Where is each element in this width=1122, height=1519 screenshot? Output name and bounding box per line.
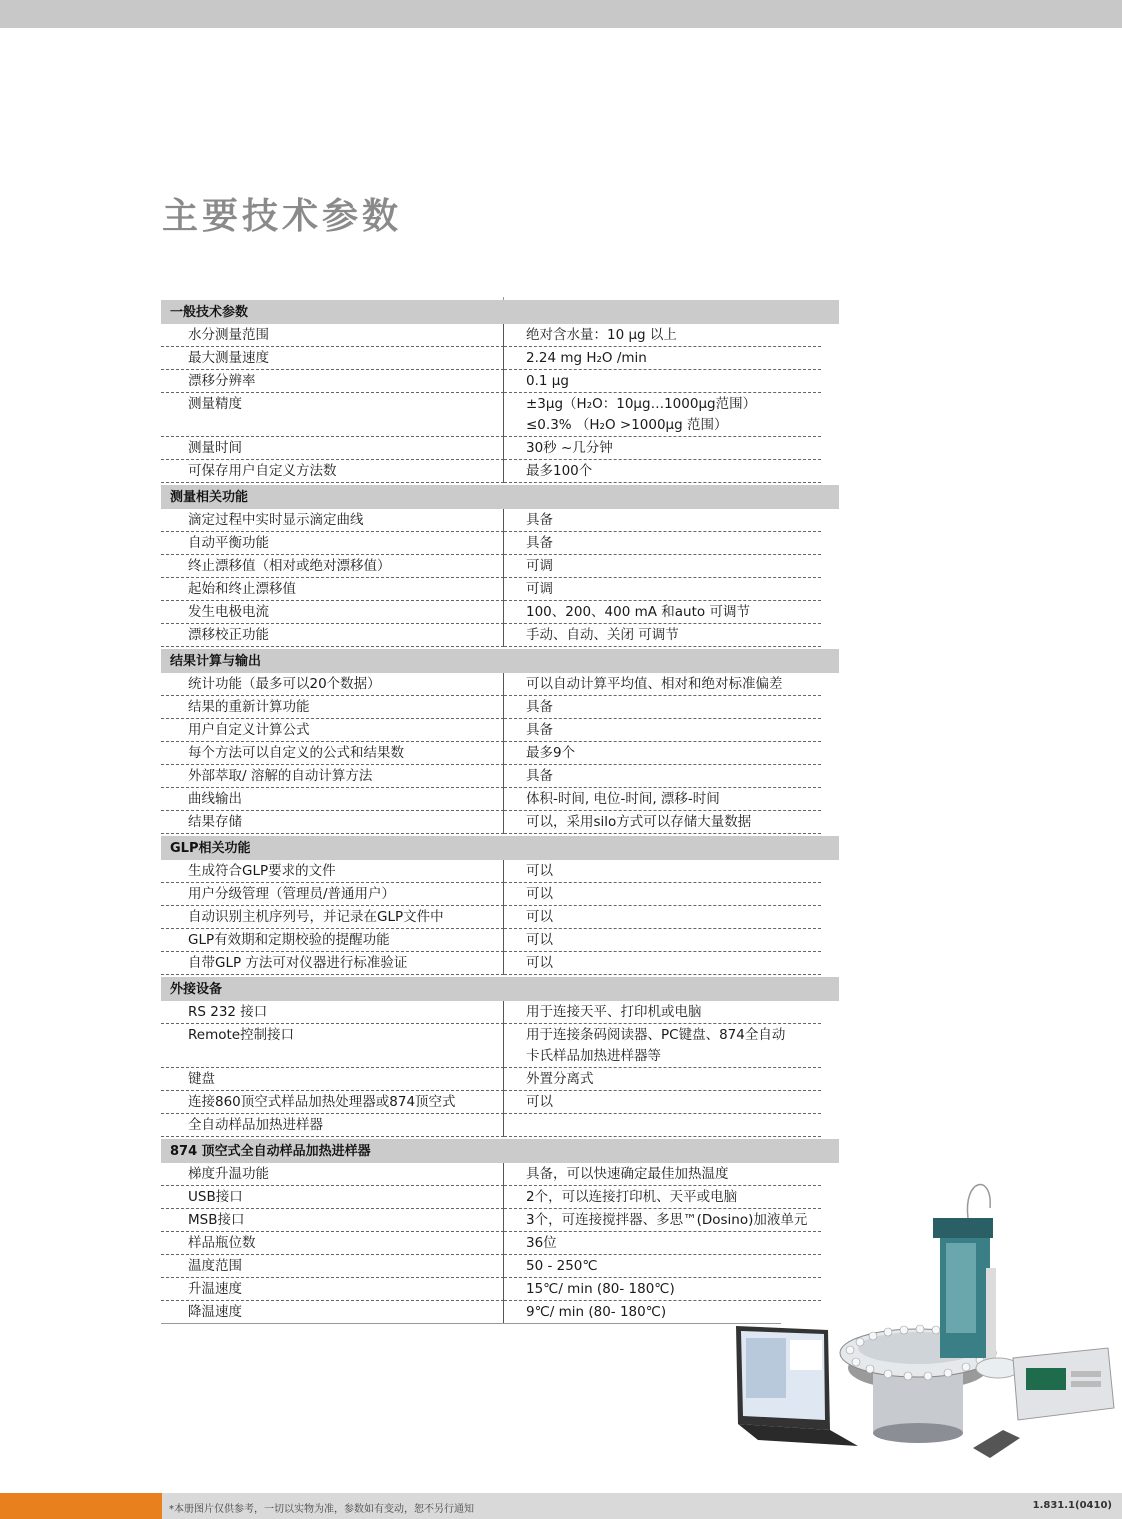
spec-value-line: 30秒 ~几分钟 [526, 440, 613, 456]
spec-row [161, 1091, 839, 1114]
spec-value-line: 3个，可连接搅拌器、多思™(Dosino)加液单元 [526, 1212, 808, 1228]
footer-accent-bar [0, 1493, 162, 1519]
spec-value [504, 1091, 821, 1114]
spec-row [161, 883, 839, 906]
spec-row [161, 719, 839, 742]
spec-value [504, 509, 821, 532]
spec-value-line: 卡氏样品加热进样器等 [526, 1048, 661, 1064]
spec-label: 样品瓶位数 [161, 1232, 504, 1255]
spec-value-line: 用于连接条码阅读器、PC键盘、874全自动 [526, 1027, 786, 1043]
spec-value [504, 578, 821, 601]
spec-value-line: 具备 [526, 535, 553, 551]
spec-value [504, 929, 821, 952]
footer-note: *本册图片仅供参考，一切以实物为准，参数如有变动，恕不另行通知 [169, 1504, 474, 1515]
spec-row [161, 578, 839, 601]
spec-row [161, 742, 839, 765]
spec-row [161, 509, 839, 532]
table-top-tick [503, 297, 504, 300]
spec-value-line: 36位 [526, 1235, 557, 1251]
spec-value [504, 393, 821, 437]
spec-value-line: 2.24 mg H₂O /min [526, 350, 647, 366]
spec-label: 升温速度 [161, 1278, 504, 1301]
spec-value [504, 601, 821, 624]
spec-label: 用户自定义计算公式 [161, 719, 504, 742]
spec-label: 漂移校正功能 [161, 624, 504, 647]
spec-value-line: 2个，可以连接打印机、天平或电脑 [526, 1189, 738, 1205]
spec-label: 生成符合GLP要求的文件 [161, 860, 504, 883]
spec-value-line: 绝对含水量：10 μg 以上 [526, 327, 677, 343]
spec-value [504, 719, 821, 742]
spec-value [504, 370, 821, 393]
spec-label: MSB接口 [161, 1209, 504, 1232]
laptop-icon [736, 1326, 858, 1446]
spec-label: 终止漂移值（相对或绝对漂移值） [161, 555, 504, 578]
spec-value [504, 347, 821, 370]
spec-value-line [526, 1115, 821, 1136]
spec-value-line: 具备 [526, 768, 553, 784]
spec-row [161, 788, 839, 811]
spec-label: 全自动样品加热进样器 [161, 1114, 504, 1137]
spec-label: 结果的重新计算功能 [161, 696, 504, 719]
spec-row [161, 906, 839, 929]
spec-value [504, 811, 821, 834]
spec-value [504, 624, 821, 647]
spec-value [504, 1024, 821, 1068]
table-bottom-rule [161, 1323, 781, 1324]
spec-row [161, 601, 839, 624]
spec-row [161, 1001, 839, 1024]
spec-row [161, 437, 839, 460]
spec-value [504, 696, 821, 719]
spec-label: 最大测量速度 [161, 347, 504, 370]
spec-value [504, 555, 821, 578]
spec-label: 自动平衡功能 [161, 532, 504, 555]
spec-label: USB接口 [161, 1186, 504, 1209]
spec-value-line: 具备 [526, 512, 553, 528]
spec-value-line: 9℃/ min (80- 180℃) [526, 1304, 667, 1320]
section-header: 测量相关功能 [161, 485, 839, 509]
spec-row [161, 952, 839, 975]
spec-value [504, 673, 821, 696]
spec-value-line: 最多9个 [526, 745, 576, 761]
spec-label: 可保存用户自定义方法数 [161, 460, 504, 483]
spec-value-line: 100、200、400 mA 和auto 可调节 [526, 604, 750, 620]
spec-row [161, 532, 839, 555]
spec-label: 结果存储 [161, 811, 504, 834]
spec-label: 水分测量范围 [161, 324, 504, 347]
spec-label: 起始和终止漂移值 [161, 578, 504, 601]
spec-value-line: ≤0.3% （H₂O >1000μg 范围） [526, 417, 728, 433]
spec-label: 键盘 [161, 1068, 504, 1091]
section-header: 结果计算与输出 [161, 649, 839, 673]
spec-value [504, 742, 821, 765]
spec-row [161, 860, 839, 883]
spec-value-line: 可以 [526, 863, 553, 879]
spec-label: 曲线输出 [161, 788, 504, 811]
spec-value-line: 可以自动计算平均值、相对和绝对标准偏差 [526, 676, 783, 692]
spec-label: 梯度升温功能 [161, 1163, 504, 1186]
spec-label: 滴定过程中实时显示滴定曲线 [161, 509, 504, 532]
spec-label: 连接860顶空式样品加热处理器或874顶空式 [161, 1091, 504, 1114]
keypad-icon [973, 1430, 1020, 1458]
spec-row [161, 393, 839, 437]
spec-value-line: ±3μg（H₂O：10μg…1000μg范围） [526, 396, 757, 412]
spec-value-line: 外置分离式 [526, 1071, 594, 1087]
spec-value-line: 15℃/ min (80- 180℃) [526, 1281, 675, 1297]
product-photo [728, 1168, 1120, 1468]
spec-value-line: 50 - 250℃ [526, 1258, 598, 1274]
spec-value-line: 可调 [526, 581, 553, 597]
spec-row [161, 929, 839, 952]
spec-label: 自动识别主机序列号，并记录在GLP文件中 [161, 906, 504, 929]
spec-value-line: 可以 [526, 909, 553, 925]
spec-label: Remote控制接口 [161, 1024, 504, 1068]
spec-label: GLP有效期和定期校验的提醒功能 [161, 929, 504, 952]
spec-label: 发生电极电流 [161, 601, 504, 624]
titrator-icon [933, 1185, 1020, 1378]
page-title: 主要技术参数 [162, 196, 403, 237]
spec-label: 每个方法可以自定义的公式和结果数 [161, 742, 504, 765]
spec-value-line: 可以 [526, 955, 553, 971]
spec-row [161, 347, 839, 370]
spec-value-line: 可以 [526, 932, 553, 948]
spec-value [504, 860, 821, 883]
spec-label: 降温速度 [161, 1301, 504, 1323]
spec-value [504, 788, 821, 811]
spec-row [161, 370, 839, 393]
spec-value-line: 具备，可以快速确定最佳加热温度 [526, 1166, 729, 1182]
spec-value-line: 可以，采用silo方式可以存储大量数据 [526, 814, 752, 830]
spec-value-line: 具备 [526, 699, 553, 715]
spec-value [504, 1114, 821, 1137]
spec-label: RS 232 接口 [161, 1001, 504, 1024]
spec-value [504, 952, 821, 975]
spec-row [161, 555, 839, 578]
spec-label: 测量时间 [161, 437, 504, 460]
spec-row [161, 460, 839, 483]
spec-value [504, 324, 821, 347]
spec-value-line: 0.1 μg [526, 373, 569, 389]
control-unit-icon [1013, 1348, 1114, 1420]
section-header: 外接设备 [161, 977, 839, 1001]
spec-value [504, 460, 821, 483]
spec-value-line: 可调 [526, 558, 553, 574]
spec-value [504, 1001, 821, 1024]
footer-code: 1.831.1(0410) [1032, 1500, 1112, 1511]
spec-value-line: 具备 [526, 722, 553, 738]
spec-row [161, 324, 839, 347]
spec-row [161, 1024, 839, 1068]
spec-value-line: 可以 [526, 886, 553, 902]
spec-value [504, 906, 821, 929]
spec-label: 温度范围 [161, 1255, 504, 1278]
spec-row [161, 624, 839, 647]
spec-label: 统计功能（最多可以20个数据） [161, 673, 504, 696]
spec-row [161, 696, 839, 719]
spec-value [504, 883, 821, 906]
spec-row [161, 1114, 839, 1137]
spec-label: 测量精度 [161, 393, 504, 437]
spec-label: 外部萃取/ 溶解的自动计算方法 [161, 765, 504, 788]
spec-value [504, 532, 821, 555]
spec-value-line: 手动、自动、关闭 可调节 [526, 627, 679, 643]
spec-label: 用户分级管理（管理员/普通用户） [161, 883, 504, 906]
spec-row [161, 1068, 839, 1091]
spec-value [504, 765, 821, 788]
spec-value-line: 用于连接天平、打印机或电脑 [526, 1004, 702, 1020]
spec-row [161, 765, 839, 788]
spec-value [504, 1068, 821, 1091]
section-header: 874 顶空式全自动样品加热进样器 [161, 1139, 839, 1163]
spec-row [161, 673, 839, 696]
section-header: GLP相关功能 [161, 836, 839, 860]
top-bar [0, 0, 1122, 28]
spec-label: 自带GLP 方法可对仪器进行标准验证 [161, 952, 504, 975]
spec-label: 漂移分辨率 [161, 370, 504, 393]
spec-row [161, 811, 839, 834]
spec-value [504, 437, 821, 460]
spec-value-line: 体积-时间, 电位-时间, 漂移-时间 [526, 791, 720, 807]
section-header: 一般技术参数 [161, 300, 839, 324]
spec-value-line: 可以 [526, 1094, 553, 1110]
spec-value-line: 最多100个 [526, 463, 593, 479]
